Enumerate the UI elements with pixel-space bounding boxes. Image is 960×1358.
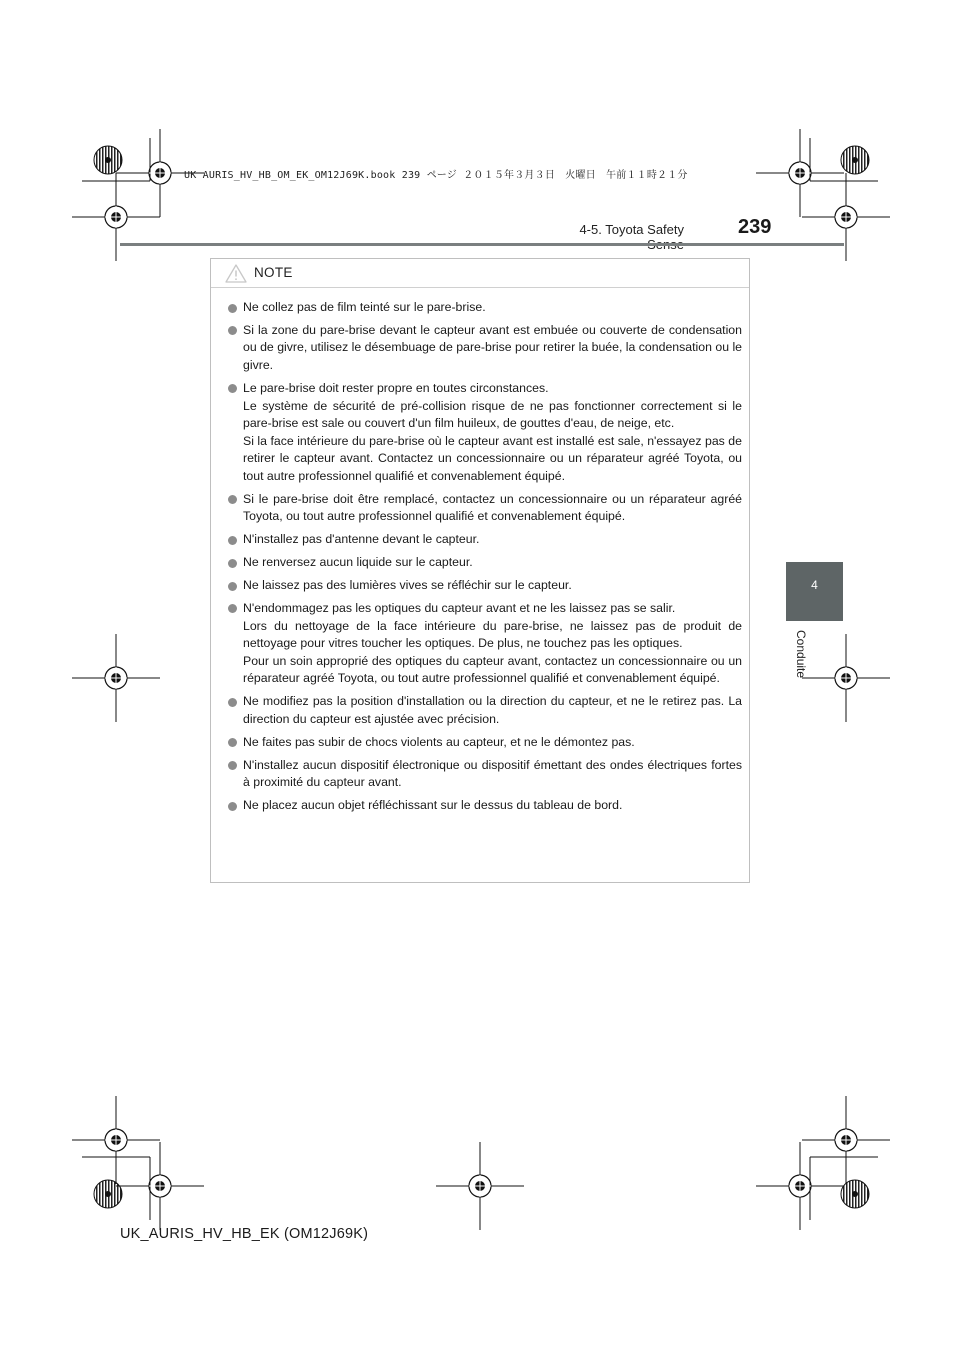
note-item <box>228 693 742 728</box>
note-title: NOTE <box>254 265 293 280</box>
note-item <box>228 577 742 595</box>
chapter-number: 4 <box>811 578 818 592</box>
note-item <box>228 531 742 549</box>
note-item-text: Ne collez pas de film teinté sur le pare-brise. <box>243 300 486 314</box>
note-item-text: Si la zone du pare-brise devant le capteur avant est embuée ou couverte de condensation ou de givre, utilisez le désembuage de pare-brise pour retirer la buée, la condensation ou le givre. <box>243 322 743 373</box>
note-item-text: Ne laissez pas des lumières vives se réfléchir sur le capteur. <box>243 578 572 593</box>
bullet-icon <box>228 698 237 707</box>
note-item <box>228 491 742 526</box>
note-item <box>228 600 742 688</box>
note-item-text: N'installez aucun dispositif électronique ou dispositif émettant des ondes électriques fortes à proximité du capteur avant. <box>243 757 742 790</box>
note-item <box>228 797 742 815</box>
note-item-text: Si le pare-brise doit être remplacé, contactez un concessionnaire ou un réparateur agréé Toyota, ou tout autre professionnel qualifié et convenablement équipé. <box>243 491 742 524</box>
bullet-icon <box>228 761 237 770</box>
note-header <box>211 259 749 288</box>
warning-triangle-icon <box>225 264 247 283</box>
bullet-icon <box>228 495 237 504</box>
note-item <box>228 299 742 317</box>
note-item <box>228 380 742 486</box>
note-item <box>228 734 742 752</box>
note-item-text: Ne faites pas subir de chocs violents au capteur, et ne le démontez pas. <box>243 734 635 749</box>
note-item-text: Ne renversez aucun liquide sur le capteur. <box>243 555 473 570</box>
page-number: 239 <box>738 216 772 238</box>
chapter-label: Conduite <box>794 630 808 679</box>
bullet-icon <box>228 304 237 313</box>
bullet-icon <box>228 536 237 545</box>
note-item <box>228 757 742 792</box>
note-item <box>228 554 742 572</box>
document-code: UK_AURIS_HV_HB_EK (OM12J69K) <box>120 1226 369 1242</box>
note-box <box>210 258 750 883</box>
note-item <box>228 322 742 375</box>
note-item-text: Ne placez aucun objet réfléchissant sur le dessus du tableau de bord. <box>243 798 623 813</box>
note-item-text: Le pare-brise doit rester propre en toutes circonstances. Le système de sécurité de pré-collision risque de ne pas fonctionner correctement si le pare-brise est sale ou couvert d'un film huileux, de gouttes d'eau, de neige, etc. Si la face intérieure du pare-brise où le capteur avant est installé est sale, n'essayez pas de retirer le capteur avant. Contactez un concessionnaire ou un réparateur agréé Toyota, ou tout autre professionnel qualifié et convenablement équipé. <box>243 380 742 483</box>
section-title: 4-5. Toyota Safety <box>579 222 684 237</box>
bullet-icon <box>228 384 237 393</box>
bullet-icon <box>228 559 237 568</box>
note-list <box>211 288 749 815</box>
bullet-icon <box>228 604 237 613</box>
note-item-text: N'installez pas d'antenne devant le capteur. <box>243 532 480 547</box>
bullet-icon <box>228 326 237 335</box>
bullet-icon <box>228 738 237 747</box>
header-rule <box>120 243 844 246</box>
chapter-tab <box>786 562 843 621</box>
note-item-text: N'endommagez pas les optiques du capteur avant et ne les laissez pas se salir. Lors du nettoyage de la face intérieure du pare-brise, ne laissez pas de produit de nettoyage pour vitres toucher les optiques. De plus, ne touchez pas les optiques. Pour un soin approprié des optiques du capteur avant, contactez un concessionnaire ou un réparateur agréé Toyota, ou tout autre professionnel qualifié et convenablement équipé. <box>243 600 742 686</box>
print-info-line: UK AURIS_HV_HB_OM_EK_OM12J69K.book 239 ページ ２０１５年３月３日 火曜日 午前１１時２１分 <box>184 170 688 181</box>
note-item-text: Ne modifiez pas la position d'installation ou la direction du capteur, et ne le retirez pas. La direction du capteur est ajustée avec précision. <box>243 694 742 726</box>
bullet-icon <box>228 582 237 591</box>
bullet-icon <box>228 802 237 811</box>
